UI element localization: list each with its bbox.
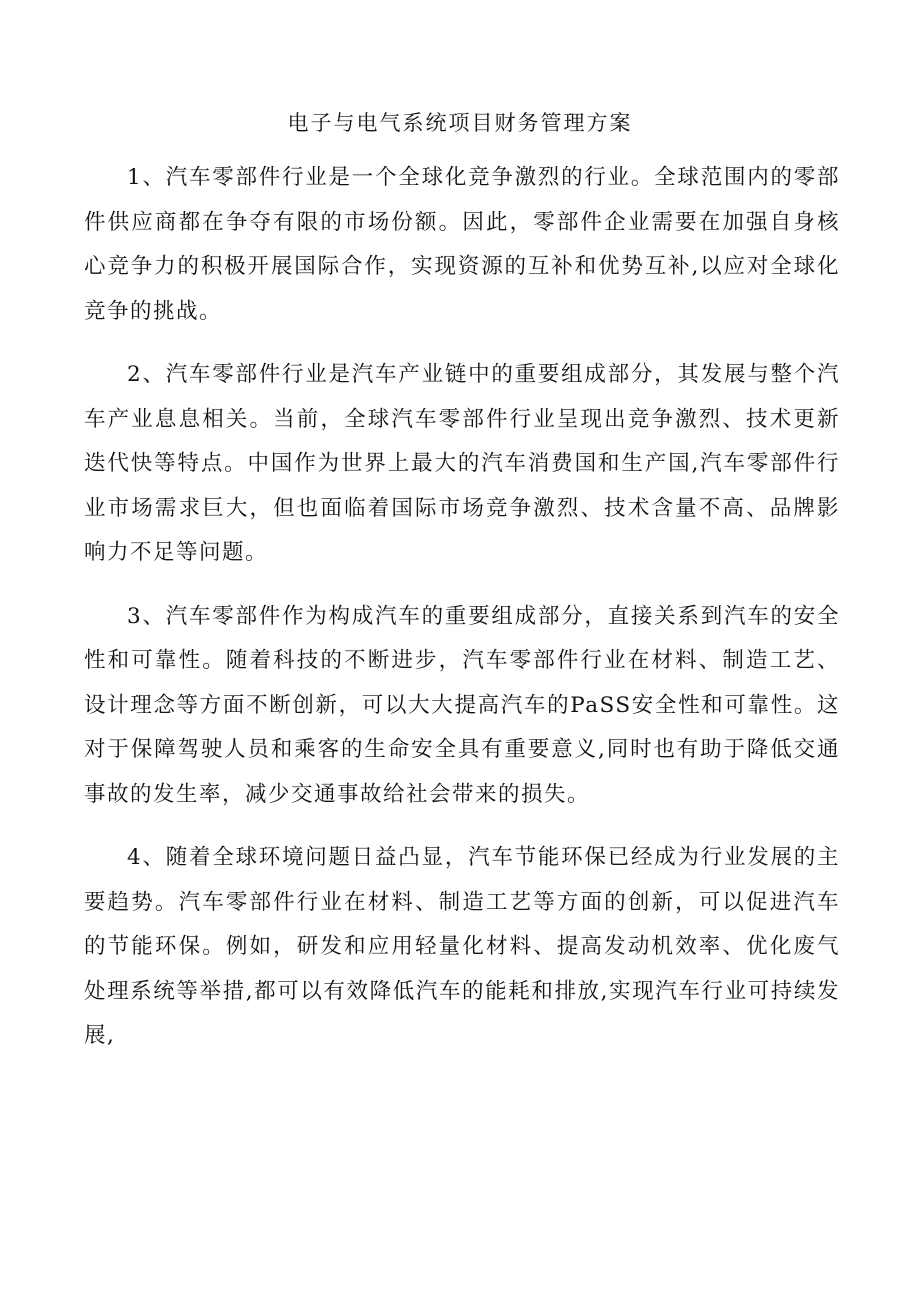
paragraph-3: 3、汽车零部件作为构成汽车的重要组成部分，直接关系到汽车的安全性和可靠性。随着科技的不断进步，汽车零部件行业在材料、制造工艺、设计理念等方面不断创新，可以大大提高汽车的PaSS安全性和可靠性。这对于保障驾驶人员和乘客的生命安全具有重要意义,同时也有助于降低交通事故的发生率，减少交通事故给社会带来的损失。	[84, 603, 840, 807]
document-title: 电子与电气系统项目财务管理方案	[287, 111, 633, 135]
paragraph-2: 2、汽车零部件行业是汽车产业链中的重要组成部分，其发展与整个汽车产业息息相关。当前，全球汽车零部件行业呈现出竞争激烈、技术更新迭代快等特点。中国作为世界上最大的汽车消费国和生产国,汽车零部件行业市场需求巨大，但也面临着国际市场竞争激烈、技术含量不高、品牌影响力不足等问题。	[84, 362, 840, 565]
paragraph-1: 1、汽车零部件行业是一个全球化竞争激烈的行业。全球范围内的零部件供应商都在争夺有限的市场份额。因此，零部件企业需要在加强自身核心竞争力的积极开展国际合作，实现资源的互补和优势互补,以应对全球化竞争的挑战。	[84, 165, 840, 324]
document-body	[84, 156, 840, 1078]
paragraph-4: 4、随着全球环境问题日益凸显，汽车节能环保已经成为行业发展的主要趋势。汽车零部件行业在材料、制造工艺等方面的创新，可以促进汽车的节能环保。例如，研发和应用轻量化材料、提高发动机效率、优化废气处理系统等举措,都可以有效降低汽车的能耗和排放,实现汽车行业可持续发展,	[84, 845, 840, 1048]
